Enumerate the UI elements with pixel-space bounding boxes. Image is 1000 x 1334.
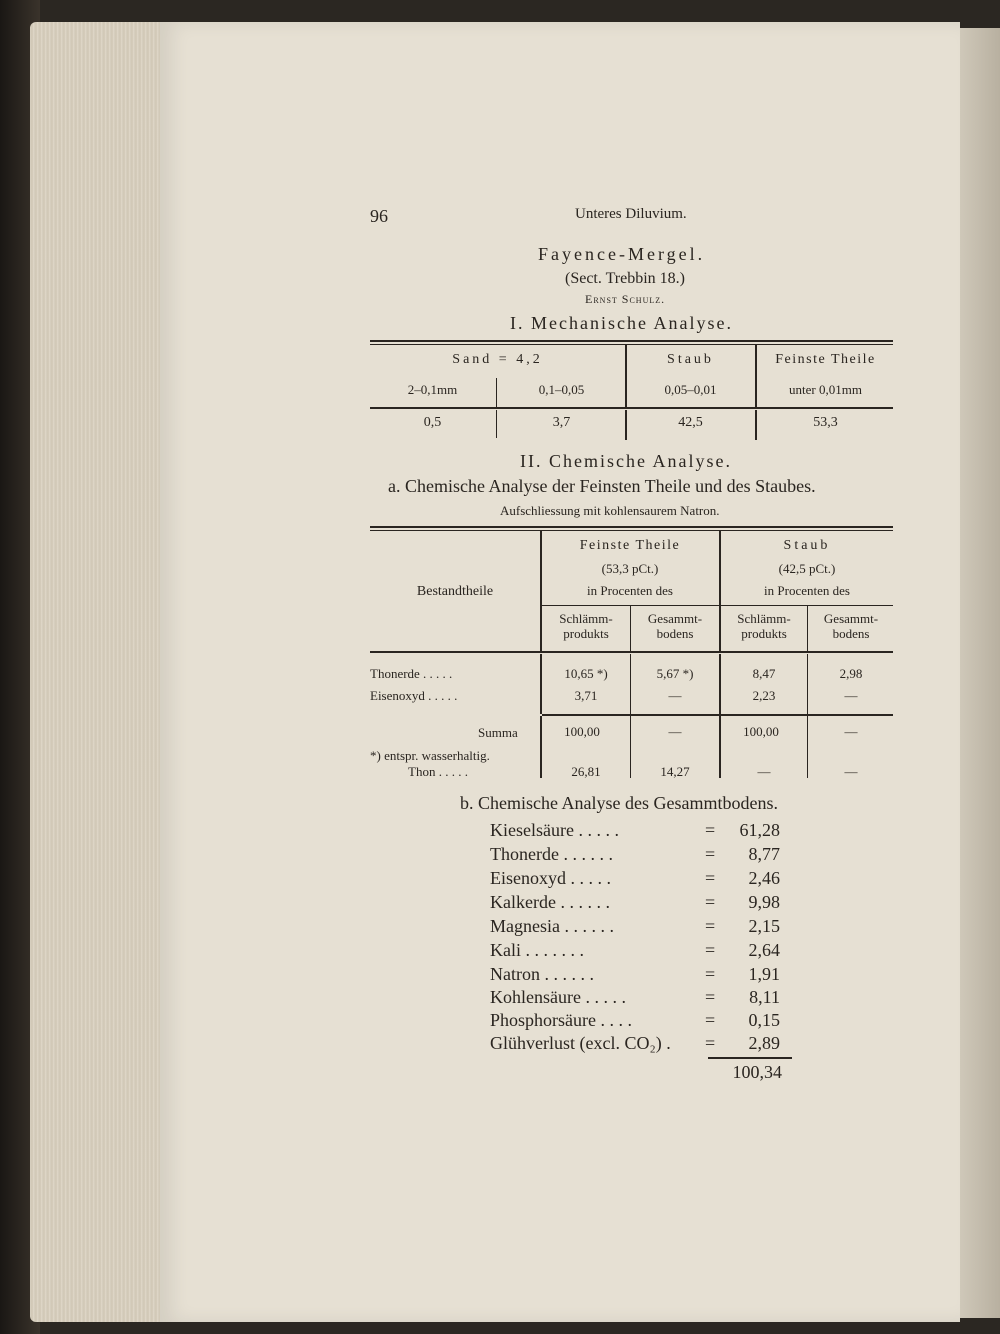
subcol-line: produkts (741, 626, 787, 641)
list-item (490, 916, 790, 940)
cell-value: — (844, 724, 858, 739)
feinste-header-title: Feinste Theile (579, 538, 681, 553)
feinste-header-percent: (53,3 pCt.) (601, 561, 659, 576)
cell-value: 10,65 *) (564, 666, 608, 681)
list-item (490, 844, 790, 868)
cell-value: 100,00 (743, 724, 779, 739)
cell-value: 100,00 (564, 724, 600, 739)
subcol-line: Gesammt- (647, 611, 703, 626)
equals-sign: = (705, 1033, 716, 1053)
equals-sign: = (705, 820, 716, 840)
subhead-sand-fine: 0,1–0,05 (538, 382, 585, 397)
item-name: Kohlensäure . . . . . (490, 987, 626, 1007)
subcol-line: produkts (563, 626, 609, 641)
item-name: Kieselsäure . . . . . (490, 820, 619, 840)
staub-header-percent: (42,5 pCt.) (778, 561, 836, 576)
subcol-staub-gesammt (809, 611, 893, 641)
equals-sign: = (705, 916, 716, 936)
subcol-line: Schlämm- (559, 611, 613, 626)
author-name: Ernst Schulz. (585, 292, 666, 306)
item-value: 8,11 (749, 987, 780, 1007)
mechanical-heading: I. Mechanische Analyse. (510, 313, 733, 333)
item-name: Magnesia . . . . . . (490, 916, 614, 936)
subcol-feinste-gesammt (632, 611, 718, 641)
equals-sign: = (705, 1010, 716, 1030)
item-name: Eisenoxyd . . . . . (490, 868, 611, 888)
cell-value: — (668, 724, 682, 739)
cell-value: 2,23 (752, 688, 776, 703)
subcol-line: Schlämm- (737, 611, 791, 626)
item-name: Kalkerde . . . . . . (490, 892, 610, 912)
equals-sign: = (705, 964, 716, 984)
mech-value-sand-coarse: 0,5 (423, 415, 442, 430)
item-name: Kali . . . . . . . (490, 940, 584, 960)
list-item (490, 1033, 790, 1057)
staub-header-note: in Procenten des (764, 583, 850, 598)
item-value: 2,89 (748, 1033, 780, 1053)
mech-value-staub: 42,5 (678, 415, 703, 430)
equals-sign: = (705, 844, 716, 864)
section-reference: (Sect. Trebbin 18.) (565, 270, 685, 287)
subcol-line: Gesammt- (823, 611, 879, 626)
cell-value: — (844, 764, 858, 779)
item-value: 2,46 (748, 868, 780, 888)
cell-value: 3,71 (574, 688, 598, 703)
sand-group-header: Sand = 4,2 (452, 352, 543, 367)
cell-value: — (668, 688, 682, 703)
mech-value-feinste: 53,3 (813, 415, 838, 430)
footnote-line2: Thon . . . . . (408, 764, 468, 779)
item-value: 1,91 (748, 964, 780, 984)
gesamt-heading: b. Chemische Analyse des Gesammtbodens. (460, 793, 778, 813)
list-item (490, 892, 790, 916)
sum-rule (708, 1057, 792, 1059)
list-item (490, 964, 790, 988)
running-title: Unteres Diluvium. (575, 206, 687, 222)
subcol-line: bodens (832, 626, 870, 641)
item-name: Natron . . . . . . (490, 964, 594, 984)
list-item (490, 940, 790, 964)
cell-value: — (757, 764, 771, 779)
footnote-line1: *) entspr. wasserhaltig. (370, 748, 490, 763)
cell-value: — (844, 688, 858, 703)
chemical-subheading-a: a. Chemische Analyse der Feinsten Theile und des Staubes. (388, 476, 816, 496)
cell-value: 26,81 (571, 764, 601, 779)
chemical-heading: II. Chemische Analyse. (520, 451, 732, 471)
subcol-staub-schlamm (721, 611, 807, 641)
list-item (490, 820, 790, 844)
feinste-header-note: in Procenten des (587, 583, 673, 598)
item-value: 9,98 (748, 892, 780, 912)
gesamt-total: 100,34 (732, 1062, 782, 1082)
list-item (490, 987, 790, 1011)
item-value: 2,15 (748, 916, 780, 936)
page-edges (30, 22, 170, 1322)
page-number: 96 (370, 206, 388, 226)
staub-group-header: Staub (667, 352, 714, 367)
feinste-group-header: Feinste Theile (775, 352, 876, 367)
cell-value: 2,98 (839, 666, 863, 681)
summa-label: Summa (478, 725, 518, 740)
subhead-sand-coarse: 2–0,1mm (407, 382, 458, 397)
mech-value-sand-fine: 3,7 (552, 415, 571, 430)
item-name: Thonerde . . . . . . (490, 844, 613, 864)
item-value: 61,28 (739, 820, 780, 840)
equals-sign: = (705, 892, 716, 912)
item-name: Glühverlust (excl. CO₂) . (490, 1033, 671, 1053)
subhead-feinste: unter 0,01mm (789, 382, 862, 397)
list-item (490, 868, 790, 892)
row-name-thonerde: Thonerde . . . . . (370, 666, 453, 681)
column-bestandtheile: Bestandtheile (416, 584, 494, 599)
item-value: 0,15 (748, 1010, 780, 1030)
cell-value: 14,27 (660, 764, 690, 779)
list-item (490, 1010, 790, 1034)
item-value: 8,77 (748, 844, 780, 864)
subcol-line: bodens (656, 626, 694, 641)
cell-value: 8,47 (752, 666, 776, 681)
chemical-note-a: Aufschliessung mit kohlensaurem Natron. (500, 503, 720, 518)
cell-value: 5,67 *) (656, 666, 694, 681)
equals-sign: = (705, 987, 716, 1007)
subhead-staub: 0,05–0,01 (664, 382, 717, 397)
next-page-edge (960, 28, 1000, 1318)
staub-header-title: Staub (783, 538, 831, 553)
subcol-feinste-schlamm (542, 611, 630, 641)
item-name: Phosphorsäure . . . . (490, 1010, 632, 1030)
equals-sign: = (705, 940, 716, 960)
item-value: 2,64 (748, 940, 780, 960)
equals-sign: = (705, 868, 716, 888)
document-title: Fayence-Mergel. (538, 244, 706, 264)
row-name-eisenoxyd: Eisenoxyd . . . . . (370, 688, 458, 703)
